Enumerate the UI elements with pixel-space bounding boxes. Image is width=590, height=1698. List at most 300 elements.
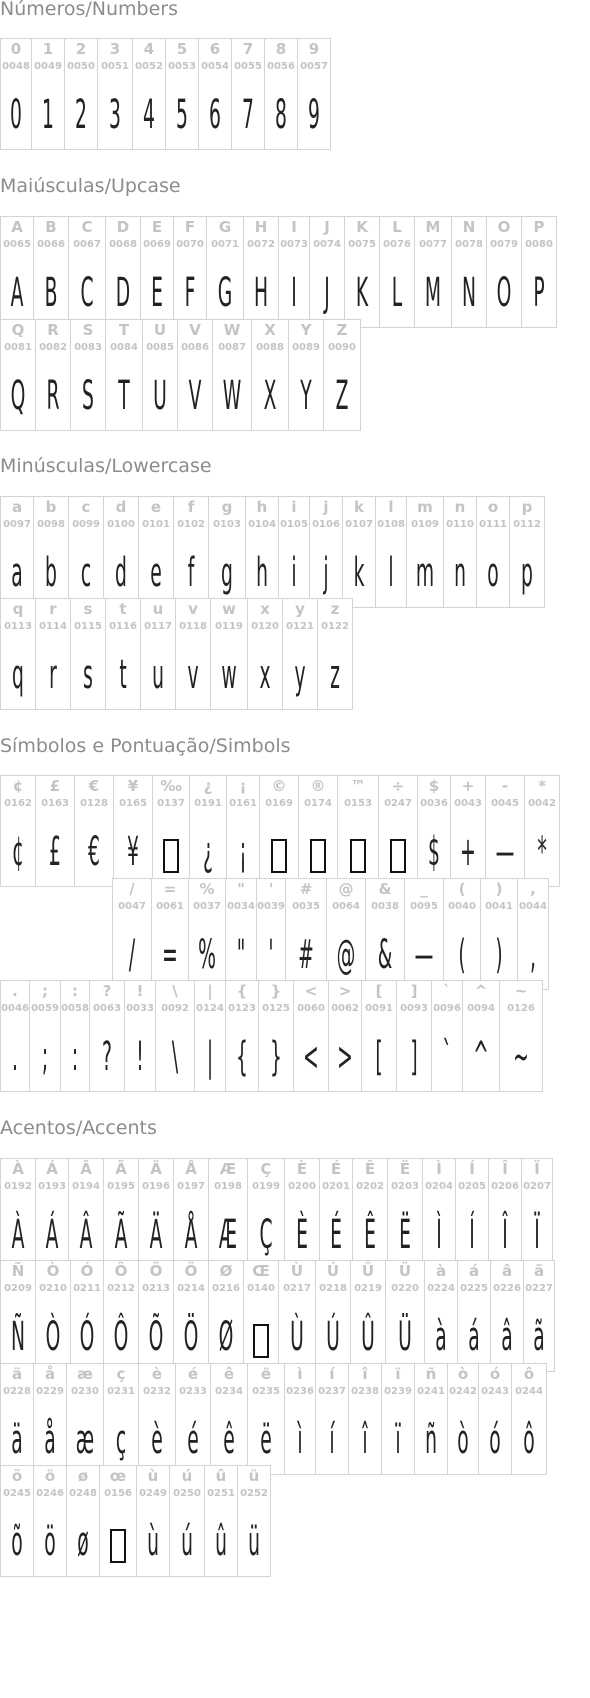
character-label: l: [388, 498, 394, 516]
character-label: é: [187, 1365, 199, 1383]
character-code: 0098: [37, 519, 65, 530]
glyph-sample: g: [221, 550, 233, 596]
glyph-cell: [317, 598, 353, 710]
character-code: 0105: [280, 519, 308, 530]
character-label: E: [151, 218, 163, 236]
glyph-cell: [309, 216, 345, 328]
character-code: 0052: [135, 61, 163, 72]
glyph-cell: [378, 775, 418, 887]
character-code: 0216: [212, 1283, 240, 1294]
glyph-cell: [288, 319, 324, 431]
glyph-cell: [89, 980, 125, 1092]
character-label: |: [207, 982, 213, 1000]
character-code: 0042: [528, 798, 556, 809]
character-code: 0093: [400, 1003, 428, 1014]
glyph-cell: [155, 980, 195, 1092]
glyph-row: [0, 1465, 270, 1577]
missing-glyph-box: [260, 828, 298, 876]
glyph-sample: Â: [79, 1212, 93, 1258]
glyph-cell: [285, 878, 327, 990]
character-label: å: [44, 1365, 56, 1383]
character-code: 0054: [201, 61, 229, 72]
character-code: 0246: [36, 1488, 64, 1499]
glyph-cell: [264, 38, 298, 150]
glyph-cell: [417, 775, 451, 887]
character-code: 0209: [4, 1283, 32, 1294]
character-code: 0121: [286, 621, 314, 632]
character-label: 6: [209, 40, 221, 58]
glyph-cell: [424, 1260, 458, 1372]
character-code: 0227: [525, 1283, 553, 1294]
glyph-cell: [414, 1363, 448, 1475]
character-label: o: [487, 498, 499, 516]
glyph-cell: [66, 1363, 104, 1475]
glyph-sample: f: [187, 550, 195, 596]
character-label: Q: [11, 321, 25, 339]
glyph-sample: ,: [530, 932, 536, 978]
character-code: 0047: [118, 901, 146, 912]
character-code: 0140: [247, 1283, 275, 1294]
glyph-cell: [517, 878, 549, 990]
character-label: t: [119, 600, 127, 618]
glyph-sample: !: [136, 1034, 144, 1080]
glyph-sample: W: [222, 373, 242, 419]
character-code: 0124: [196, 1003, 224, 1014]
character-code: 0070: [176, 239, 204, 250]
glyph-sample: ^: [473, 1034, 489, 1080]
glyph-sample: Æ: [218, 1212, 238, 1258]
glyph-cell: [105, 598, 141, 710]
character-label: *: [538, 777, 546, 795]
character-code: 0153: [344, 798, 372, 809]
glyph-row: [0, 775, 559, 887]
glyph-row: [0, 319, 360, 431]
glyph-sample: €: [88, 829, 100, 875]
character-label: Ã: [115, 1160, 127, 1178]
glyph-cell: [480, 878, 518, 990]
glyph-sample: K: [355, 270, 369, 316]
glyph-sample: V: [188, 373, 202, 419]
glyph-cell: [208, 496, 246, 608]
glyph-sample: Z: [335, 373, 349, 419]
glyph-sample: {: [236, 1034, 248, 1080]
character-label: F: [184, 218, 196, 236]
missing-glyph-box: [244, 1313, 278, 1361]
glyph-sample: B: [44, 270, 58, 316]
glyph-cell: [309, 496, 343, 608]
character-label: Ç: [260, 1160, 272, 1178]
character-code: 0034: [227, 901, 255, 912]
character-code: 0037: [193, 901, 221, 912]
character-label: Ò: [46, 1262, 60, 1280]
character-code: 0204: [425, 1181, 453, 1192]
glyph-sample: o: [487, 550, 499, 596]
character-code: 0044: [519, 901, 547, 912]
glyph-cell: [35, 1260, 71, 1372]
glyph-sample: ~: [513, 1034, 529, 1080]
glyph-cell: [350, 1260, 386, 1372]
character-code: 0058: [61, 1003, 89, 1014]
missing-glyph-icon: [110, 1529, 126, 1563]
character-label: 8: [275, 40, 287, 58]
character-code: 0102: [177, 519, 205, 530]
glyph-cell: [208, 1158, 248, 1270]
character-code: 0122: [321, 621, 349, 632]
character-label: ó: [489, 1365, 501, 1383]
glyph-cell: [0, 38, 32, 150]
glyph-sample: 9: [308, 92, 320, 138]
character-code: 0237: [318, 1386, 346, 1397]
character-label: 4: [143, 40, 155, 58]
character-label: f: [187, 498, 195, 516]
character-label: ì: [297, 1365, 303, 1383]
character-label: @: [338, 880, 354, 898]
character-code: 0244: [515, 1386, 543, 1397]
glyph-sample: ú: [181, 1519, 193, 1565]
section-title: Acentos/Accents: [0, 1117, 157, 1139]
character-code: 0045: [491, 798, 519, 809]
glyph-cell: [247, 598, 283, 710]
glyph-cell: [315, 1363, 349, 1475]
character-code: 0196: [142, 1181, 170, 1192]
character-code: 0248: [69, 1488, 97, 1499]
glyph-cell: [70, 1260, 104, 1372]
glyph-sample: .: [12, 1034, 18, 1080]
character-code: 0104: [248, 519, 276, 530]
character-code: 0110: [446, 519, 474, 530]
glyph-sample: Q: [10, 373, 26, 419]
glyph-cell: [136, 1465, 170, 1577]
glyph-sample: ¿: [203, 829, 213, 875]
glyph-cell: [64, 38, 98, 150]
character-label: û: [215, 1467, 227, 1485]
character-label: %: [199, 880, 215, 898]
glyph-sample: `: [442, 1034, 452, 1080]
glyph-cell: [315, 1260, 351, 1372]
glyph-cell: [499, 980, 543, 1092]
glyph-cell: [488, 1158, 522, 1270]
glyph-sample: õ: [11, 1519, 23, 1565]
glyph-cell: [258, 980, 294, 1092]
character-code: 0066: [37, 239, 65, 250]
glyph-cell: [142, 319, 178, 431]
character-code: 0201: [322, 1181, 350, 1192]
glyph-cell: [70, 319, 106, 431]
character-code: 0120: [251, 621, 279, 632]
glyph-row: [0, 216, 556, 328]
character-code: 0109: [411, 519, 439, 530]
character-label: n: [454, 498, 466, 516]
character-label: Ú: [326, 1262, 340, 1280]
glyph-cell: [455, 1158, 489, 1270]
character-label: ã: [533, 1262, 545, 1280]
glyph-cell: [523, 1260, 555, 1372]
character-label: S: [82, 321, 94, 339]
glyph-sample: á: [468, 1314, 480, 1360]
glyph-cell: [0, 598, 36, 710]
character-code: 0087: [218, 342, 246, 353]
glyph-cell: [33, 216, 69, 328]
glyph-cell: [243, 216, 279, 328]
glyph-cell: [97, 38, 133, 150]
glyph-cell: [476, 496, 510, 608]
glyph-sample: ": [236, 932, 246, 978]
glyph-row: [0, 38, 330, 150]
glyph-sample: G: [217, 270, 233, 316]
glyph-sample: E: [151, 270, 163, 316]
glyph-cell: [0, 1260, 36, 1372]
character-label: ÷: [391, 777, 405, 795]
character-label: :: [72, 982, 78, 1000]
character-code: 0057: [300, 61, 328, 72]
character-code: 0036: [420, 798, 448, 809]
character-code: 0239: [384, 1386, 412, 1397]
character-label: ñ: [425, 1365, 437, 1383]
character-code: 0090: [328, 342, 356, 353]
character-label: ä: [11, 1365, 23, 1383]
character-label: O: [497, 218, 511, 236]
character-label: d: [115, 498, 127, 516]
character-code: 0197: [177, 1181, 205, 1192]
glyph-sample: à: [435, 1314, 447, 1360]
glyph-cell: [323, 319, 361, 431]
glyph-sample: |: [206, 1034, 214, 1080]
glyph-cell: [112, 878, 152, 990]
character-code: 0072: [247, 239, 275, 250]
glyph-cell: [103, 1363, 139, 1475]
character-label: }: [270, 982, 282, 1000]
character-label: e: [150, 498, 162, 516]
character-label: ™: [350, 777, 366, 795]
character-label: T: [118, 321, 130, 339]
character-label: ï: [395, 1365, 401, 1383]
character-code: 0033: [126, 1003, 154, 1014]
character-label: ¢: [12, 777, 24, 795]
character-code: 0203: [391, 1181, 419, 1192]
glyph-cell: [173, 1158, 209, 1270]
glyph-cell: [486, 216, 522, 328]
character-label: x: [260, 600, 270, 618]
character-code: 0092: [161, 1003, 189, 1014]
character-code: 0229: [36, 1386, 64, 1397]
glyph-cell: [284, 1158, 320, 1270]
section-title: Números/Numbers: [0, 0, 178, 20]
character-code: 0224: [427, 1283, 455, 1294]
glyph-cell: [60, 980, 90, 1092]
character-label: H: [254, 218, 268, 236]
character-code: 0241: [417, 1386, 445, 1397]
character-label: D: [116, 218, 130, 236]
glyph-sample: y: [294, 652, 306, 698]
character-code: 0046: [1, 1003, 29, 1014]
character-code: 0198: [214, 1181, 242, 1192]
glyph-sample: —: [414, 932, 434, 978]
character-label: a: [11, 498, 23, 516]
glyph-sample: k: [353, 550, 365, 596]
glyph-sample: ï: [395, 1417, 401, 1463]
glyph-cell: [361, 980, 397, 1092]
glyph-sample: ò: [457, 1417, 469, 1463]
character-label: ®: [310, 777, 326, 795]
glyph-sample: ¡: [239, 829, 247, 875]
character-label: G: [218, 218, 232, 236]
character-code: 0048: [2, 61, 30, 72]
character-label: ù: [147, 1467, 159, 1485]
glyph-sample: I: [291, 270, 297, 316]
glyph-cell: [251, 319, 289, 431]
glyph-cell: [237, 1465, 271, 1577]
character-label: X: [264, 321, 276, 339]
character-label: #: [299, 880, 313, 898]
character-code: 0077: [419, 239, 447, 250]
character-code: 0091: [365, 1003, 393, 1014]
glyph-sample: Ù: [290, 1314, 304, 1360]
character-label: à: [435, 1262, 447, 1280]
character-code: 0193: [38, 1181, 66, 1192]
missing-glyph-box: [153, 828, 189, 876]
character-code: 0081: [4, 342, 32, 353]
glyph-sample: ó: [489, 1417, 501, 1463]
missing-glyph-icon: [390, 839, 406, 873]
character-label: 9: [308, 40, 320, 58]
character-code: 0242: [449, 1386, 477, 1397]
glyph-sample: ä: [11, 1417, 23, 1463]
character-code: 0137: [157, 798, 185, 809]
character-code: 0071: [211, 239, 239, 250]
glyph-cell: [443, 878, 481, 990]
character-code: 0162: [4, 798, 32, 809]
character-code: 0063: [93, 1003, 121, 1014]
character-code: 0068: [109, 239, 137, 250]
glyph-cell: [297, 38, 331, 150]
glyph-cell: [208, 1260, 244, 1372]
glyph-cell: [198, 38, 232, 150]
character-label: ): [495, 880, 503, 898]
glyph-sample: =: [162, 932, 178, 978]
glyph-sample: <: [303, 1034, 319, 1080]
missing-glyph-icon: [163, 839, 179, 873]
glyph-sample: Ö: [183, 1314, 199, 1360]
missing-glyph-icon: [350, 839, 366, 873]
glyph-sample: Ä: [149, 1212, 163, 1258]
glyph-cell: [406, 496, 444, 608]
character-label: Ô: [114, 1262, 128, 1280]
glyph-cell: [278, 496, 310, 608]
glyph-sample: Û: [361, 1314, 375, 1360]
character-label: ?: [102, 982, 112, 1000]
character-label: (: [458, 880, 466, 898]
glyph-sample: Å: [184, 1212, 198, 1258]
glyph-sample: A: [10, 270, 24, 316]
glyph-sample: t: [119, 652, 127, 698]
glyph-cell: [124, 980, 156, 1092]
glyph-cell: [326, 878, 366, 990]
glyph-sample: æ: [75, 1417, 95, 1463]
glyph-sample: ì: [297, 1417, 303, 1463]
character-label: í: [329, 1365, 335, 1383]
character-code: 0117: [144, 621, 172, 632]
character-code: 0202: [356, 1181, 384, 1192]
glyph-sample: å: [44, 1417, 56, 1463]
character-code: 0062: [331, 1003, 359, 1014]
character-code: 0067: [73, 239, 101, 250]
missing-glyph-box: [100, 1518, 136, 1566]
character-label: 0: [10, 40, 22, 58]
glyph-cell: [490, 1260, 524, 1372]
glyph-cell: [328, 980, 362, 1092]
glyph-sample: X: [263, 373, 277, 419]
glyph-sample: 2: [75, 92, 87, 138]
glyph-sample: (: [458, 932, 466, 978]
glyph-sample: ü: [248, 1519, 260, 1565]
character-label: 3: [109, 40, 121, 58]
glyph-sample: 0: [10, 92, 22, 138]
character-label: Ë: [399, 1160, 411, 1178]
glyph-sample: 1: [42, 92, 54, 138]
character-code: 0235: [252, 1386, 280, 1397]
glyph-cell: [247, 1363, 285, 1475]
glyph-cell: [35, 775, 75, 887]
glyph-sample: ]: [410, 1034, 418, 1080]
glyph-sample: ô: [523, 1417, 535, 1463]
character-label: õ: [11, 1467, 23, 1485]
character-code: 0156: [104, 1488, 132, 1499]
glyph-cell: [243, 1260, 279, 1372]
glyph-sample: ?: [102, 1034, 112, 1080]
character-label: W: [223, 321, 241, 339]
character-label: Ñ: [11, 1262, 25, 1280]
glyph-sample: \: [171, 1034, 179, 1080]
glyph-sample: h: [256, 550, 268, 596]
character-code: 0200: [288, 1181, 316, 1192]
character-code: 0095: [410, 901, 438, 912]
glyph-sample: Ñ: [10, 1314, 25, 1360]
glyph-sample: 8: [275, 92, 287, 138]
character-code: 0233: [179, 1386, 207, 1397]
character-label: M: [425, 218, 441, 236]
glyph-sample: /: [128, 932, 136, 978]
character-label: {: [236, 982, 248, 1000]
character-label: _: [420, 880, 428, 898]
character-code: 0069: [143, 239, 171, 250]
character-code: 0207: [523, 1181, 551, 1192]
glyph-sample: c: [80, 550, 92, 596]
character-label: h: [256, 498, 268, 516]
character-label: ø: [77, 1467, 89, 1485]
character-label: ú: [181, 1467, 193, 1485]
glyph-cell: [68, 1158, 104, 1270]
glyph-cell: [0, 496, 34, 608]
glyph-sample: n: [454, 550, 466, 596]
character-label: r: [49, 600, 57, 618]
character-label: ü: [248, 1467, 260, 1485]
glyph-cell: [447, 1363, 479, 1475]
glyph-sample: Ç: [259, 1212, 273, 1258]
glyph-sample: Ü: [398, 1314, 412, 1360]
character-code: 0041: [485, 901, 513, 912]
character-code: 0126: [507, 1003, 535, 1014]
glyph-cell: [0, 775, 36, 887]
glyph-sample: q: [12, 652, 24, 698]
character-label: ¡: [239, 777, 247, 795]
glyph-sample: e: [150, 550, 162, 596]
character-label: U: [153, 321, 167, 339]
glyph-cell: [226, 775, 260, 887]
glyph-cell: [247, 1158, 285, 1270]
character-label: c: [81, 498, 91, 516]
character-code: 0083: [74, 342, 102, 353]
character-code: 0195: [107, 1181, 135, 1192]
